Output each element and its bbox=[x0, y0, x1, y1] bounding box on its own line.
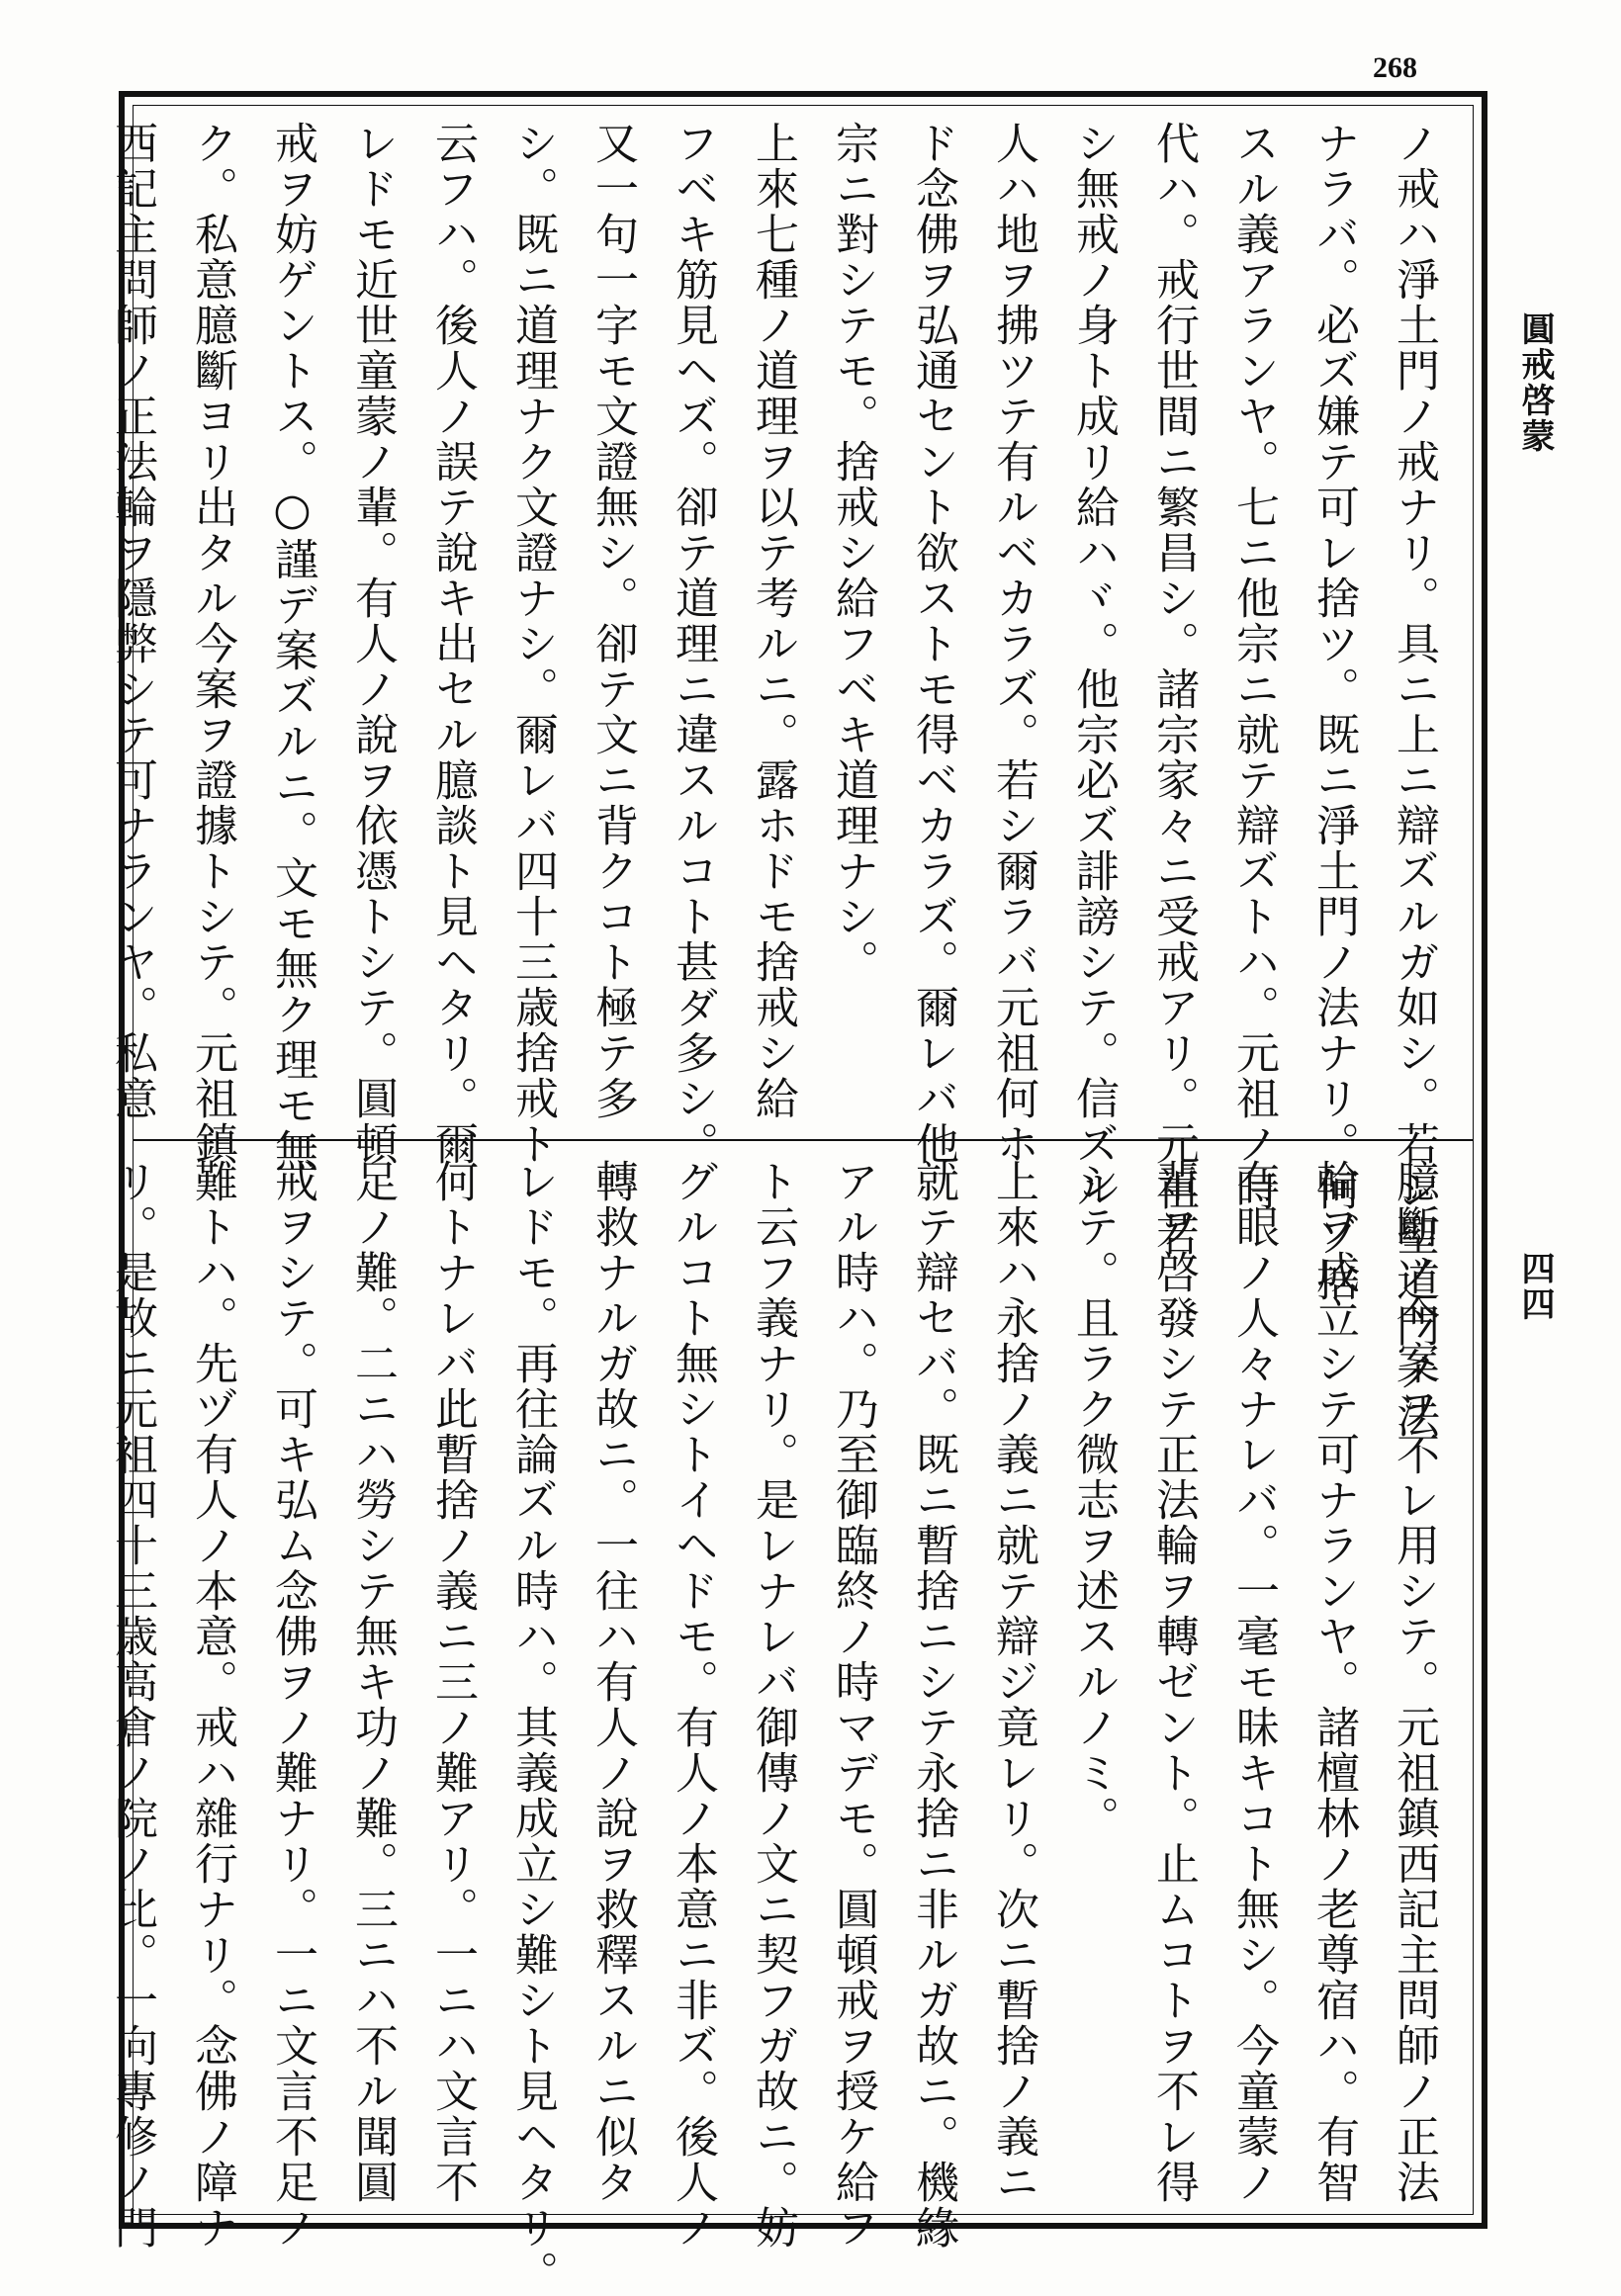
text-column: フベキ筋見ヘズ。卻テ道理ニ違スルコト甚ダ多シ。 bbox=[668, 121, 718, 1167]
text-column: 云フハ。後人ノ誤テ說キ出セル臆談ト見ヘタリ。爾 bbox=[427, 121, 478, 1167]
lower-text-block bbox=[107, 1159, 1454, 2296]
text-column: シ。既ニ道理ナク文證ナシ。爾レバ四十三歳捨戒ト bbox=[507, 121, 558, 1167]
text-column: レドモ近世童蒙ノ輩。有人ノ說ヲ依憑トシテ。圓頓 bbox=[347, 121, 398, 1167]
text-column: 代ハ。戒行世間ニ繁昌シ。諸宗家々ニ受戒アリ。元祖若 bbox=[1148, 121, 1199, 1258]
text-column: 輩ヲ啓發シテ正法輪ヲ轉ゼント。止ムコトヲ不レ得 bbox=[1148, 1159, 1199, 2205]
text-column: スル義アランヤ。七ニ他宗ニ就テ辯ズトハ。元祖ノ時 bbox=[1228, 121, 1279, 1212]
text-column: アル時ハ。乃至御臨終ノ時マデモ。圓頓戒ヲ授ケ給フ bbox=[828, 1159, 878, 2251]
upper-text-block bbox=[107, 121, 1454, 1440]
text-column: 西記主問師ノ正法輪ヲ隱弊シテ可ナランヤ。私意 bbox=[107, 121, 157, 1121]
text-column: ト云フ義ナリ。是レナレバ御傳ノ文ニ契フガ故ニ。妨 bbox=[748, 1159, 798, 2251]
text-column: 有眼ノ人々ナレバ。一毫モ昧キコト無シ。今童蒙ノ bbox=[1228, 1159, 1279, 2205]
text-column: シテ。且ラク微志ヲ述スルノミ。 bbox=[1068, 1159, 1119, 1841]
text-column: ナラバ。必ズ嫌テ可レ捨ツ。既ニ淨土門ノ法ナリ。何ゾ捨 bbox=[1308, 121, 1359, 1303]
text-column: ク。私意臆斷ヨリ出タル今案ヲ證據トシテ。元祖鎮 bbox=[187, 121, 237, 1167]
text-column: 人ハ地ヲ拂ツテ有ルベカラズ。若シ爾ラバ元祖何ホ bbox=[988, 121, 1038, 1167]
text-column: 上來ハ永捨ノ義ニ就テ辯ジ竟レリ。次ニ暫捨ノ義ニ bbox=[988, 1159, 1038, 2205]
text-column: 難トハ。先ヅ有人ノ本意。戒ハ雜行ナリ。念佛ノ障ナ bbox=[187, 1159, 237, 2251]
text-column: ノ戒ハ淨土門ノ戒ナリ。具ニ上ニ辯ズルガ如シ。若シ聖道門ノ法 bbox=[1389, 121, 1439, 1440]
text-column: リ。是故ニ元祖四十三歳高倉ノ院ノ比。一向專修ノ門 bbox=[107, 1159, 157, 2251]
text-column: 轉救ナルガ故ニ。一往ハ有人ノ說ヲ救釋スルニ似タ bbox=[587, 1159, 638, 2205]
text-column: 臆斷ノ今案ヲ不レ用シテ。元祖鎮西記主問師ノ正法 bbox=[1389, 1159, 1439, 2205]
text-column: レドモ。再往論ズル時ハ。其義成立シ難シト見ヘタリ。 bbox=[507, 1159, 558, 2296]
text-column: 又一句一字モ文證無シ。卻テ文ニ背クコト極テ多 bbox=[587, 121, 638, 1121]
text-column: 足ノ難。二ニハ勞シテ無キ功ノ難。三ニハ不ル聞圓 bbox=[347, 1159, 398, 2205]
text-column: シ無戒ノ身ト成リ給ハヾ。他宗必ズ誹謗シテ。信ズル bbox=[1068, 121, 1119, 1212]
text-column: 就テ辯セバ。既ニ暫捨ニシテ永捨ニ非ルガ故ニ。機緣 bbox=[908, 1159, 958, 2251]
text-column: 何トナレバ此暫捨ノ義ニ三ノ難アリ。一ニハ文言不 bbox=[427, 1159, 478, 2205]
text-column: 上來七種ノ道理ヲ以テ考ルニ。露ホドモ捨戒シ給 bbox=[748, 121, 798, 1121]
folio: 四四 bbox=[1515, 1251, 1555, 1322]
page-number: 268 bbox=[1373, 51, 1417, 84]
text-column: グルコト無シトイヘドモ。有人ノ本意ニ非ズ。後人ノ bbox=[668, 1159, 718, 2251]
text-column: 輪ヲ成立シテ可ナランヤ。諸檀林ノ老尊宿ハ。有智 bbox=[1308, 1159, 1359, 2205]
text-column: 宗ニ對シテモ。捨戒シ給フベキ道理ナシ。 bbox=[828, 121, 878, 985]
running-head: 圓戒啓蒙 bbox=[1515, 311, 1555, 454]
text-column: 戒ヲシテ。可キ弘ム念佛ヲノ難ナリ。一ニ文言不足ノ bbox=[267, 1159, 317, 2251]
text-column: ド念佛ヲ弘通セント欲ストモ得ベカラズ。爾レバ他 bbox=[908, 121, 958, 1167]
text-column: 戒ヲ妨ゲントス。○謹デ案ズルニ。文モ無ク理モ無 bbox=[267, 121, 317, 1174]
